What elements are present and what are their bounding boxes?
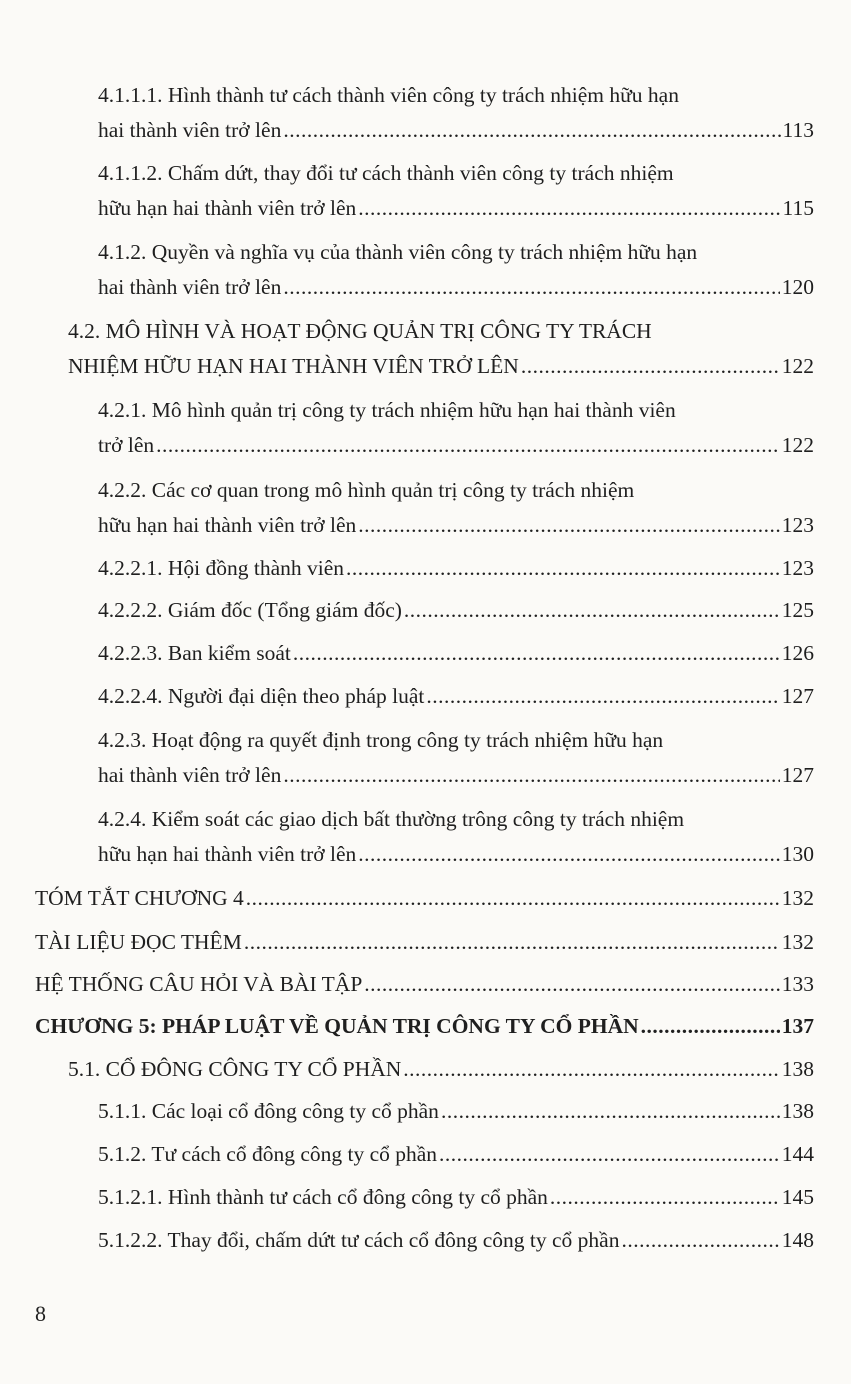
toc-entry-title-continued: trở lên: [98, 433, 155, 457]
toc-entry-title: 5.1.2. Tư cách cổ đông công ty cổ phần: [98, 1142, 438, 1166]
toc-entry: [98, 1098, 814, 1125]
toc-page-number: 113: [782, 118, 814, 142]
toc-entry-title: TÀI LIỆU ĐỌC THÊM: [35, 930, 242, 954]
dot-leader: [244, 929, 780, 956]
toc-entry-title: 4.2.2.1. Hội đồng thành viên: [98, 556, 345, 580]
toc-page-number: 148: [781, 1228, 814, 1252]
toc-chapter-heading: [35, 1013, 814, 1040]
toc-entry-title: 5.1.2.2. Thay đổi, chấm dứt tư cách cổ đông công ty cổ phần: [98, 1228, 620, 1252]
toc-entry-title: 5.1.1. Các loại cổ đông công ty cổ phần: [98, 1099, 439, 1123]
dot-leader: [358, 512, 779, 539]
toc-entry-title-continued: hai thành viên trở lên: [98, 763, 282, 787]
toc-entry-title: 4.2.2. Các cơ quan trong mô hình quản trị công ty trách nhiệm: [98, 478, 635, 502]
toc-page-number: 138: [781, 1099, 814, 1123]
toc-entry-title: 4.2.2.4. Người đại diện theo pháp luật: [98, 684, 425, 708]
toc-page-number: 130: [781, 842, 814, 866]
toc-page-number: 122: [781, 433, 814, 457]
dot-leader: [621, 1227, 779, 1254]
dot-leader: [439, 1141, 780, 1168]
toc-page-number: 123: [781, 556, 814, 580]
dot-leader: [293, 640, 780, 667]
toc-entry-title-continued: hữu hạn hai thành viên trở lên: [98, 513, 357, 537]
dot-leader: [358, 841, 779, 868]
toc-entry-title: 4.2.3. Hoạt động ra quyết định trong công ty trách nhiệm hữu hạn: [98, 728, 664, 752]
toc-page-number: 132: [781, 886, 814, 910]
toc-entry-title: 4.2.1. Mô hình quản trị công ty trách nhiệm hữu hạn hai thành viên: [98, 398, 676, 422]
toc-entry-title: TÓM TẮT CHƯƠNG 4: [35, 886, 244, 910]
toc-entry: [98, 477, 814, 539]
toc-entry: [98, 1227, 814, 1254]
toc-page-number: 127: [781, 763, 814, 787]
toc-entry-title: 4.1.1.2. Chấm dứt, thay đổi tư cách thành viên công ty trách nhiệm: [98, 161, 674, 185]
toc-entry-title-continued: hai thành viên trở lên: [98, 275, 282, 299]
dot-leader: [426, 683, 779, 710]
toc-entry-title: 5.1. CỔ ĐÔNG CÔNG TY CỔ PHẦN: [68, 1057, 402, 1081]
toc-page-number: 145: [781, 1185, 814, 1209]
toc-page-number: 120: [781, 275, 814, 299]
toc-page-number: 122: [781, 354, 814, 378]
toc-entry-title: 4.2.2.2. Giám đốc (Tổng giám đốc): [98, 598, 402, 622]
page-number: 8: [35, 1301, 46, 1326]
dot-leader: [641, 1013, 780, 1040]
toc-entry: [98, 727, 814, 789]
toc-page-number: 133: [781, 972, 814, 996]
toc-entry: [35, 971, 814, 998]
toc-entry: [98, 555, 814, 582]
dot-leader: [358, 195, 780, 222]
toc-entry: [98, 597, 814, 624]
dot-leader: [283, 117, 780, 144]
toc-page-number: 144: [781, 1142, 814, 1166]
toc-entry: [98, 683, 814, 710]
toc-entry: [98, 82, 814, 144]
toc-entry: [98, 1141, 814, 1168]
toc-page-number: 137: [781, 1014, 814, 1038]
dot-leader: [346, 555, 780, 582]
dot-leader: [283, 762, 779, 789]
toc-entry-title: 4.2.4. Kiểm soát các giao dịch bất thường trông công ty trách nhiệm: [98, 807, 685, 831]
toc-entry: [98, 806, 814, 868]
toc-page-number: 125: [781, 598, 814, 622]
toc-entry: [98, 160, 814, 222]
toc-entry-title: 4.2.2.3. Ban kiểm soát: [98, 641, 291, 665]
toc-page-number: 126: [781, 641, 814, 665]
toc-entry-title-continued: NHIỆM HỮU HẠN HAI THÀNH VIÊN TRỞ LÊN: [68, 354, 519, 378]
toc-entry: [68, 1056, 814, 1083]
toc-entry-title-continued: hữu hạn hai thành viên trở lên: [98, 196, 357, 220]
toc-entry-title: CHƯƠNG 5: PHÁP LUẬT VỀ QUẢN TRỊ CÔNG TY CỔ PHẦN: [35, 1014, 639, 1038]
toc-entry-title: 4.1.2. Quyền và nghĩa vụ của thành viên công ty trách nhiệm hữu hạn: [98, 240, 698, 264]
dot-leader: [156, 432, 780, 459]
dot-leader: [246, 885, 780, 912]
dot-leader: [521, 353, 780, 380]
toc-entry: [35, 885, 814, 912]
toc-entry: [98, 1184, 814, 1211]
dot-leader: [403, 1056, 779, 1083]
dot-leader: [404, 597, 780, 624]
dot-leader: [550, 1184, 780, 1211]
toc-entry: [98, 397, 814, 459]
toc-entry: [35, 929, 814, 956]
toc-entry: [98, 239, 814, 301]
dot-leader: [283, 274, 779, 301]
toc-page-number: 132: [781, 930, 814, 954]
toc-page-number: 138: [781, 1057, 814, 1081]
toc-entry-title: HỆ THỐNG CÂU HỎI VÀ BÀI TẬP: [35, 972, 363, 996]
dot-leader: [364, 971, 779, 998]
toc-page-number: 127: [781, 684, 814, 708]
dot-leader: [441, 1098, 780, 1125]
toc-entry-title-continued: hữu hạn hai thành viên trở lên: [98, 842, 357, 866]
toc-entry-title-continued: hai thành viên trở lên: [98, 118, 282, 142]
toc-entry-title: 4.2. MÔ HÌNH VÀ HOẠT ĐỘNG QUẢN TRỊ CÔNG TY TRÁCH: [68, 319, 652, 343]
toc-page-number: 115: [782, 196, 814, 220]
toc-page-number: 123: [781, 513, 814, 537]
toc-entry: [98, 640, 814, 667]
toc-entry: [68, 318, 814, 380]
toc-entry-title: 4.1.1.1. Hình thành tư cách thành viên công ty trách nhiệm hữu hạn: [98, 83, 679, 107]
toc-entry-title: 5.1.2.1. Hình thành tư cách cổ đông công ty cổ phần: [98, 1185, 548, 1209]
